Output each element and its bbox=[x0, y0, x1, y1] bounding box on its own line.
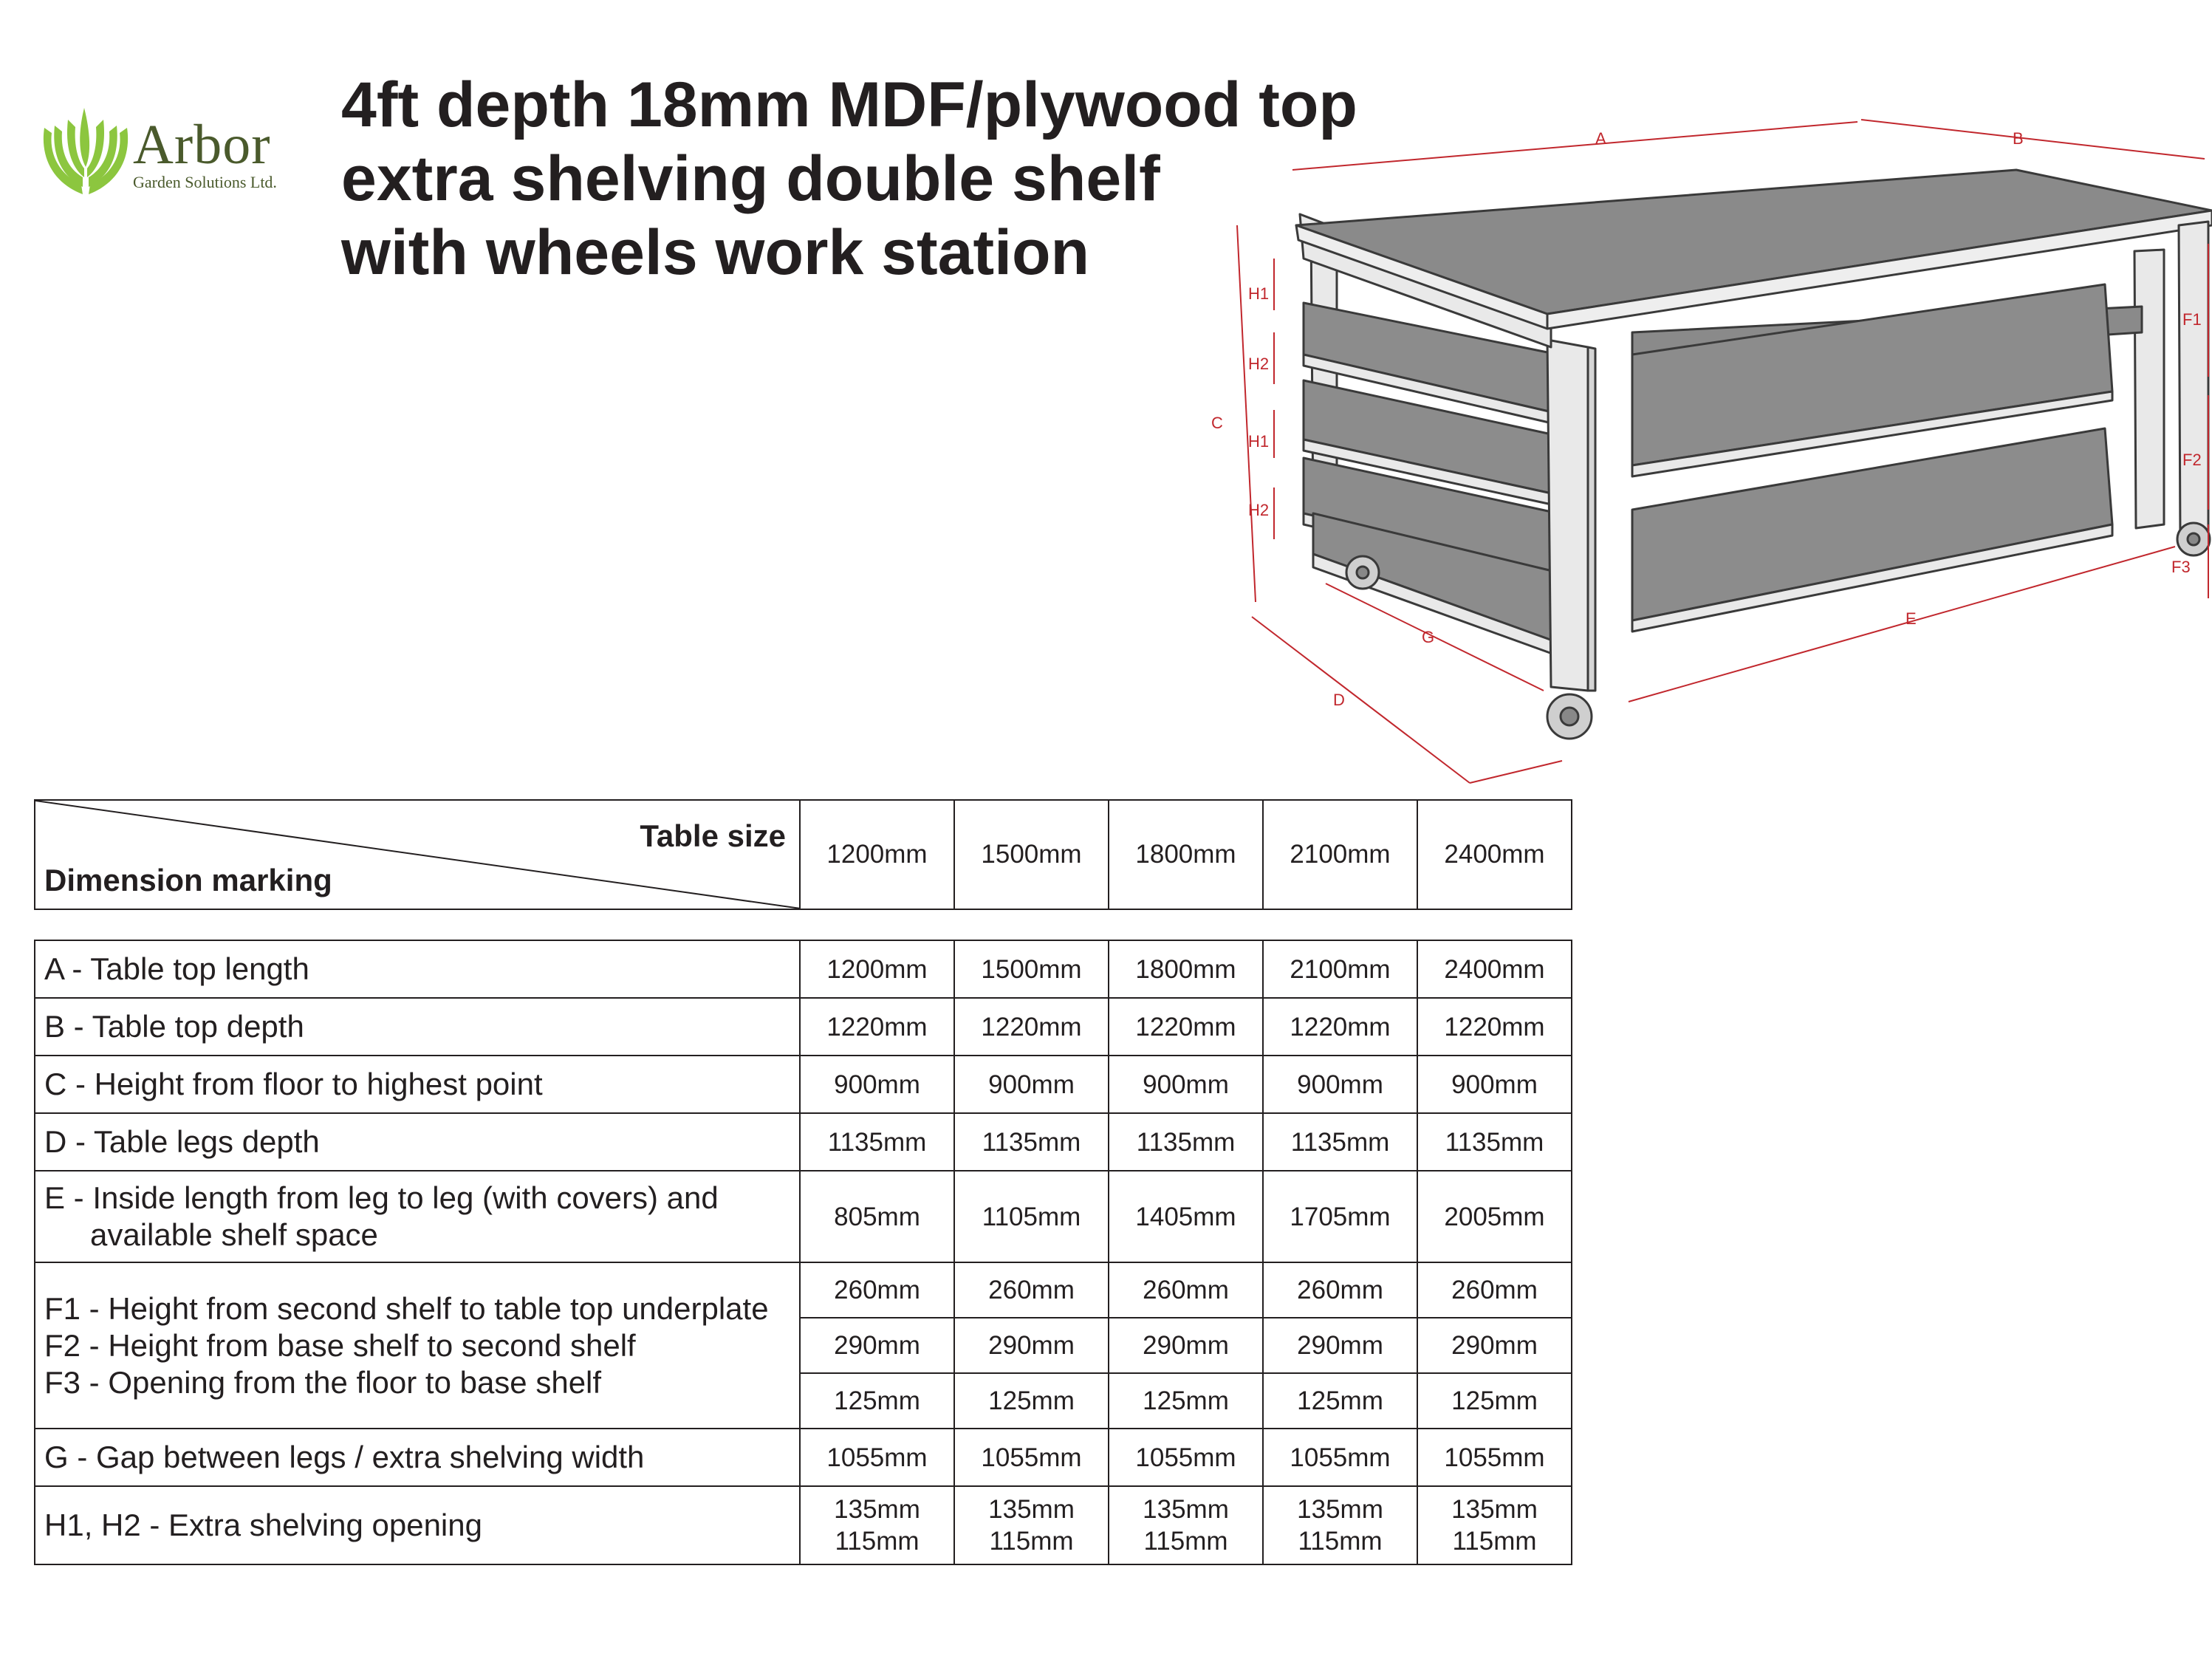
row-label-line: F1 - Height from second shelf to table top underplate bbox=[44, 1290, 769, 1326]
cell: 900mm bbox=[1263, 1056, 1417, 1113]
cell: 260mm bbox=[1263, 1262, 1417, 1318]
cell: 290mm bbox=[954, 1318, 1109, 1373]
workbench-illustration bbox=[1182, 111, 2212, 813]
h1-value: 135mm bbox=[1297, 1495, 1383, 1524]
title-line-1: 4ft depth 18mm MDF/plywood top bbox=[341, 69, 1357, 140]
cell: 125mm bbox=[800, 1373, 954, 1429]
h1-value: 135mm bbox=[834, 1495, 920, 1524]
dim-label-g: G bbox=[1422, 628, 1435, 646]
cell: 290mm bbox=[800, 1318, 954, 1373]
cell: 290mm bbox=[1109, 1318, 1263, 1373]
dim-label-h1-bottom: H1 bbox=[1248, 432, 1270, 451]
cell: 1220mm bbox=[954, 998, 1109, 1056]
workbench-diagram bbox=[1182, 111, 2212, 813]
cell: 1705mm bbox=[1263, 1171, 1417, 1262]
title-line-2: extra shelving double shelf bbox=[341, 143, 1160, 214]
cell: 1800mm bbox=[1109, 940, 1263, 998]
cell: 1500mm bbox=[954, 940, 1109, 998]
cell bbox=[800, 1486, 954, 1564]
cell: 1220mm bbox=[1417, 998, 1572, 1056]
cell: 290mm bbox=[1417, 1318, 1572, 1373]
cell: 1135mm bbox=[800, 1113, 954, 1171]
size-2400: 2400mm bbox=[1417, 800, 1572, 909]
cell: 125mm bbox=[1263, 1373, 1417, 1429]
row-label: G - Gap between legs / extra shelving width bbox=[35, 1429, 800, 1486]
row-label: B - Table top depth bbox=[35, 998, 800, 1056]
leaf-icon bbox=[38, 95, 131, 198]
dim-label-b: B bbox=[2013, 129, 2024, 148]
cell: 2100mm bbox=[1263, 940, 1417, 998]
size-1200: 1200mm bbox=[800, 800, 954, 909]
cell: 260mm bbox=[954, 1262, 1109, 1318]
cell: 1135mm bbox=[1263, 1113, 1417, 1171]
cell: 1055mm bbox=[1417, 1429, 1572, 1486]
title-line-3: with wheels work station bbox=[341, 217, 1090, 288]
row-label: C - Height from floor to highest point bbox=[35, 1056, 800, 1113]
h2-value: 115mm bbox=[1452, 1527, 1537, 1556]
dim-label-h2-bottom: H2 bbox=[1248, 501, 1270, 519]
dimension-marking-label: Dimension marking bbox=[44, 863, 332, 897]
row-label bbox=[35, 1171, 800, 1262]
cell: 1055mm bbox=[1263, 1429, 1417, 1486]
h2-value: 115mm bbox=[1143, 1527, 1228, 1556]
header-corner-cell bbox=[35, 800, 800, 909]
table-row-g bbox=[35, 1429, 1572, 1486]
cell: 2005mm bbox=[1417, 1171, 1572, 1262]
cell: 900mm bbox=[1109, 1056, 1263, 1113]
h1-value: 135mm bbox=[988, 1495, 1075, 1524]
h2-value: 115mm bbox=[1298, 1527, 1383, 1556]
h1-value: 135mm bbox=[1143, 1495, 1229, 1524]
cell: 1055mm bbox=[1109, 1429, 1263, 1486]
cell: 805mm bbox=[800, 1171, 954, 1262]
dim-label-a: A bbox=[1595, 129, 1606, 148]
table-row-f1 bbox=[35, 1262, 1572, 1318]
dim-label-f2: F2 bbox=[2182, 451, 2202, 469]
cell: 125mm bbox=[954, 1373, 1109, 1429]
row-label-line: available shelf space bbox=[90, 1217, 378, 1252]
cell: 260mm bbox=[1417, 1262, 1572, 1318]
table-row-c bbox=[35, 1056, 1572, 1113]
size-2100: 2100mm bbox=[1263, 800, 1417, 909]
table-row-h bbox=[35, 1486, 1572, 1564]
dim-label-c: C bbox=[1211, 414, 1223, 432]
cell: 260mm bbox=[1109, 1262, 1263, 1318]
row-label-line: F2 - Height from base shelf to second shelf bbox=[44, 1327, 636, 1363]
cell: 125mm bbox=[1417, 1373, 1572, 1429]
cell bbox=[1263, 1486, 1417, 1564]
row-label: D - Table legs depth bbox=[35, 1113, 800, 1171]
cell: 1200mm bbox=[800, 940, 954, 998]
cell: 290mm bbox=[1263, 1318, 1417, 1373]
cell: 1135mm bbox=[954, 1113, 1109, 1171]
cell bbox=[1417, 1486, 1572, 1564]
h2-value: 115mm bbox=[835, 1527, 920, 1556]
table-row-a bbox=[35, 940, 1572, 998]
dim-label-f1: F1 bbox=[2182, 310, 2202, 329]
dim-label-h1-top: H1 bbox=[1248, 284, 1270, 303]
cell bbox=[1109, 1486, 1263, 1564]
table-size-label: Table size bbox=[640, 818, 786, 853]
table-row-e bbox=[35, 1171, 1572, 1262]
cell: 1220mm bbox=[800, 998, 954, 1056]
dim-label-h2-top: H2 bbox=[1248, 355, 1270, 373]
row-label-line: F3 - Opening from the floor to base shelf bbox=[44, 1364, 602, 1400]
size-1500: 1500mm bbox=[954, 800, 1109, 909]
cell: 1220mm bbox=[1263, 998, 1417, 1056]
table-row-d bbox=[35, 1113, 1572, 1171]
cell bbox=[954, 1486, 1109, 1564]
cell: 1135mm bbox=[1417, 1113, 1572, 1171]
cell: 1405mm bbox=[1109, 1171, 1263, 1262]
cell: 900mm bbox=[954, 1056, 1109, 1113]
row-label: A - Table top length bbox=[35, 940, 800, 998]
h1-value: 135mm bbox=[1451, 1495, 1538, 1524]
table-row-b bbox=[35, 998, 1572, 1056]
dimensions-table bbox=[34, 940, 1572, 1565]
cell: 2400mm bbox=[1417, 940, 1572, 998]
h2-value: 115mm bbox=[989, 1527, 1074, 1556]
cell: 1135mm bbox=[1109, 1113, 1263, 1171]
brand-name: Arbor bbox=[133, 114, 271, 176]
size-header-table bbox=[34, 799, 1572, 910]
cell: 260mm bbox=[800, 1262, 954, 1318]
dim-label-f3: F3 bbox=[2171, 558, 2191, 576]
row-label bbox=[35, 1262, 800, 1429]
cell: 125mm bbox=[1109, 1373, 1263, 1429]
cell: 1055mm bbox=[954, 1429, 1109, 1486]
brand-logo bbox=[38, 95, 304, 198]
size-1800: 1800mm bbox=[1109, 800, 1263, 909]
dim-label-d: D bbox=[1333, 691, 1345, 709]
cell: 1105mm bbox=[954, 1171, 1109, 1262]
dim-label-e: E bbox=[1905, 609, 1917, 628]
cell: 900mm bbox=[800, 1056, 954, 1113]
row-label: H1, H2 - Extra shelving opening bbox=[35, 1486, 800, 1564]
cell: 900mm bbox=[1417, 1056, 1572, 1113]
brand-subtitle: Garden Solutions Ltd. bbox=[133, 173, 277, 191]
row-label-line: E - Inside length from leg to leg (with covers) and bbox=[44, 1180, 719, 1215]
cell: 1055mm bbox=[800, 1429, 954, 1486]
cell: 1220mm bbox=[1109, 998, 1263, 1056]
